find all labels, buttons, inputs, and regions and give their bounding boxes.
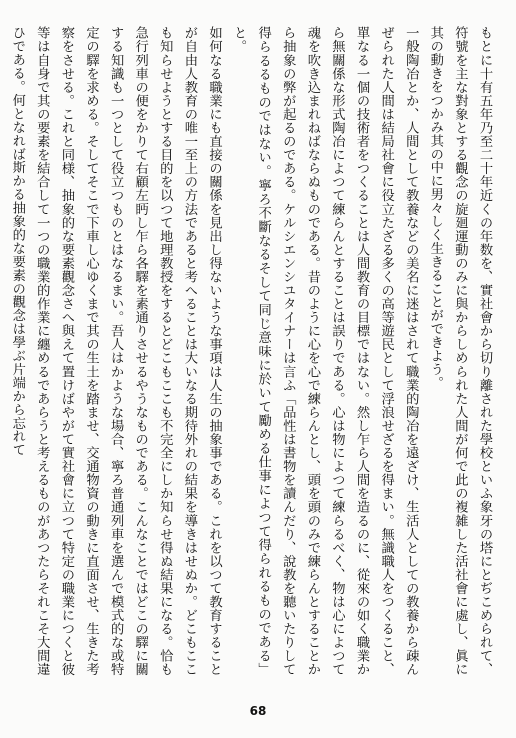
- paragraph-1: もとに十有五年乃至二十年近くの年数を、實社會から切り離された學校といふ象牙の塔にとぢこめられて、符號を主な對象とする觀念の旋廻運動のみに與からしめられた人間が何で此の複雑した活社會に處し、眞に其の動きをつかみ其の中に男々しく生きることができよう。: [427, 26, 492, 676]
- vertical-body-text: [4, 26, 496, 676]
- paragraph-3: 如何なる職業にも直接の關係を見出し得ないような事項は人生の抽象事である。これを以つて教育することが自由人教育の唯一至上の方法であると考へることは大いなる期待外れの結果を導きはせぬか。どこもここも知らせようとする目的を以つて地理教授をするとどこもここも不完全にしか知らせ得ぬ結果になる。恰も急行列車の便をかりて右顧左眄し乍ら各驛を素通りさせるやうなものである。こんなことではどこの驛に關する知識も一つとして役立つものとはなるまい。吾人はかような場合、寧ろ普通列車を選んで模式的な或特定の驛を求める。そしてそこで下車し心ゆくまで其の生土を踏ませ、交通物資の動きに直面させ、生きた考察をさせる。これと同様、抽象的な要素觀念さへ與えて置けばやがて實社會に立つて特定の職業につくと彼等は自身で其の要素を結合して一つの職業的作業に纏めるであらうと考えるものがあつたらそれこそ大間違ひである。何となれば斯かる抽象的な要素の觀念は學ぶ片端から忘れて: [9, 26, 222, 676]
- page-number: 68: [249, 704, 267, 718]
- paragraph-2: 一般陶冶とか、人間として教養などの美名に迷はされて職業的陶冶を遠ざけ、生活人としての教養から疎んぜられた人間は結局社會に役立たざる多くの高等遊民として浮浪せざるを得まい。無識職人をつくること、單なる一個の技術者をつくることは人間教育の目標ではない。然し乍ら人間を造るのに、從來の如く職業から無關係な形式陶冶によつて練らんとすることは誤りである。心は物によつて練らるべく、物は心によつて魂を吹き込まれねばならぬものである。昔のように心を心で練らんとし、頭を頭のみで練らんとすることから抽象の弊が起るのである。ケルシエンシユタイナーは言ふ「品性は書物を讀んだり、說教を聽いたりして得らるるものではない。寧ろ不斷なるそして同じ意味に於いて勵める仕事によつて得られるものである」と。: [231, 26, 419, 676]
